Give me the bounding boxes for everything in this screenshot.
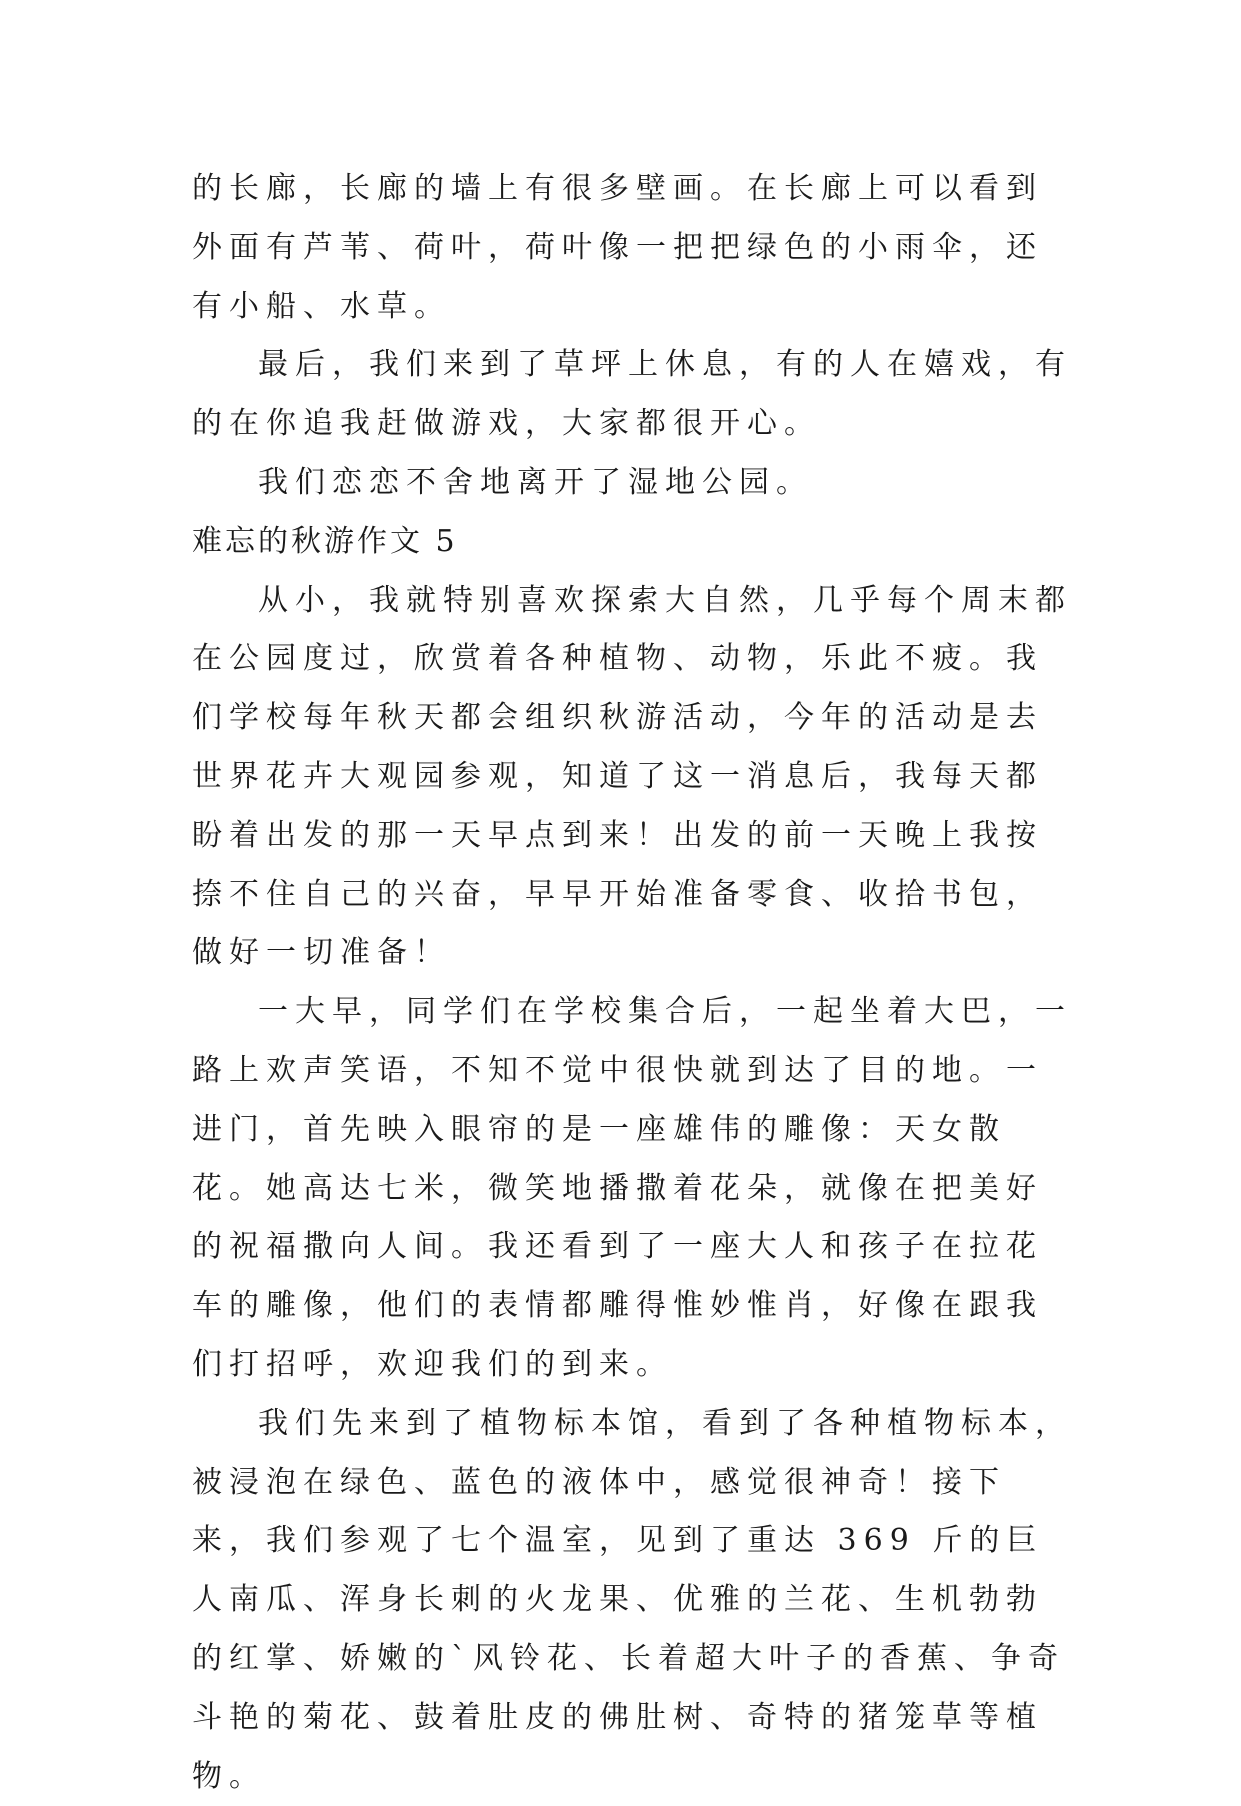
section-title: 难忘的秋游作文 5: [192, 523, 458, 559]
paragraph-arrival-statue: 一大早，同学们在学校集合后，一起坐着大巴，一路上欢声笑语，不知不觉中很快就到达了目的地。一进门，首先映入眼帘的是一座雄伟的雕像：天女散花。她高达七米，微笑地播撒着花朵，就像在把美好的祝福撒向人间。我还看到了一座大人和孩子在拉花车的雕像，他们的表情都雕得惟妙惟肖，好像在跟我们打招呼，欢迎我们的到来。: [192, 994, 1072, 1382]
paragraph-corridor: 的长廊，长廊的墙上有很多壁画。在长廊上可以看到外面有芦苇、荷叶，荷叶像一把把绿色的小雨伞，还有小船、水草。: [192, 171, 1043, 324]
paragraph-leaving-park: 我们恋恋不舍地离开了湿地公园。: [258, 464, 813, 500]
paragraph-greenhouses: 我们先来到了植物标本馆，看到了各种植物标本，被浸泡在绿色、蓝色的液体中，感觉很神奇！接下来，我们参观了七个温室，见到了重达 369 斤的巨人南瓜、浑身长刺的火龙果、优雅的兰花、生机勃勃的红掌、娇嫩的`风铃花、长着超大叶子的香蕉、争奇斗艳的菊花、鼓着肚皮的佛肚树、奇特的猪笼草等植物。: [192, 1405, 1072, 1794]
document-body: [192, 160, 1072, 1806]
paragraph-lawn-rest: 最后，我们来到了草坪上休息，有的人在嬉戏，有的在你追我赶做游戏，大家都很开心。: [192, 347, 1072, 442]
paragraph-intro-nature: 从小，我就特别喜欢探索大自然，几乎每个周末都在公园度过，欣赏着各种植物、动物，乐此不疲。我们学校每年秋天都会组织秋游活动，今年的活动是去世界花卉大观园参观，知道了这一消息后，我每天都盼着出发的那一天早点到来！出发的前一天晚上我按捺不住自己的兴奋，早早开始准备零食、收拾书包，做好一切准备！: [192, 582, 1072, 971]
